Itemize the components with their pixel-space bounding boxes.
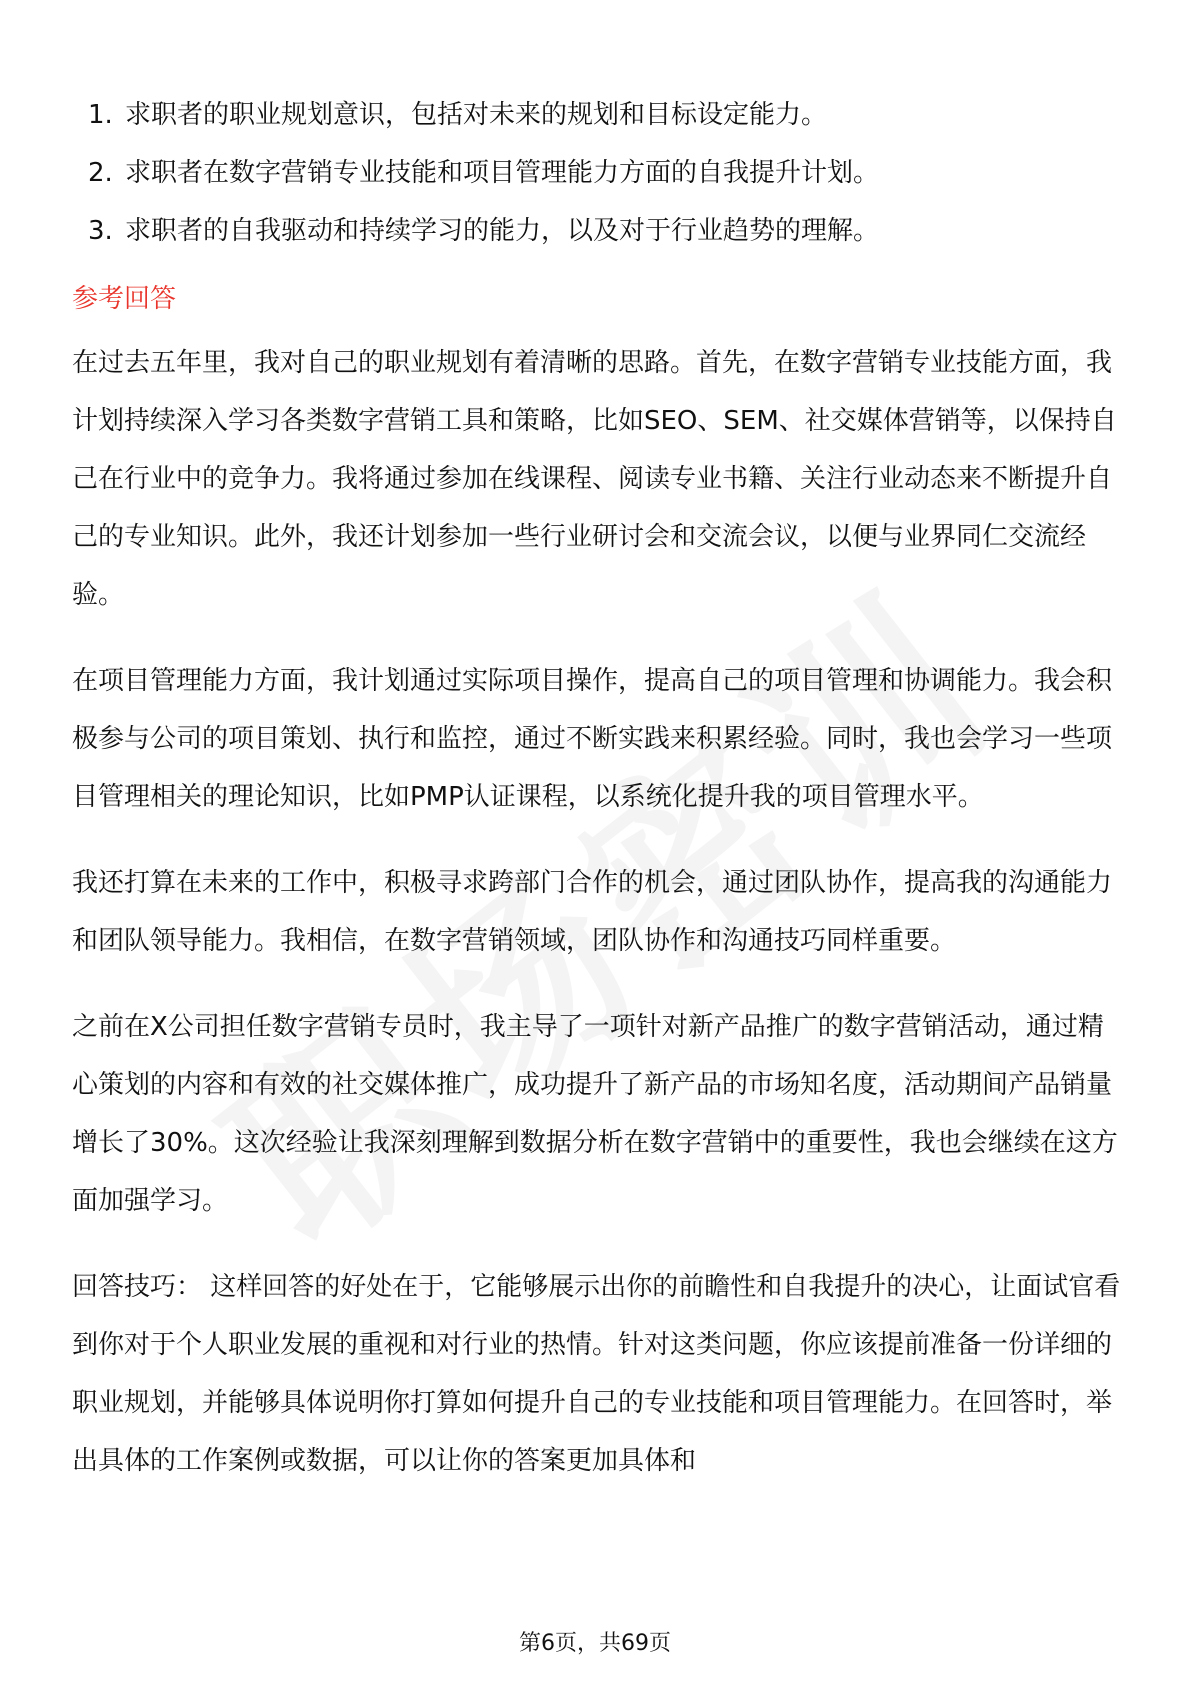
paragraph: 我还打算在未来的工作中，积极寻求跨部门合作的机会，通过团队协作，提高我的沟通能力和团队领导能力。我相信，在数字营销领域，团队协作和沟通技巧同样重要。 xyxy=(72,868,1113,956)
list-item-number: 3. xyxy=(88,216,113,246)
list-item xyxy=(72,86,1124,144)
list-item-text: 求职者在数字营销专业技能和项目管理能力方面的自我提升计划。 xyxy=(125,158,880,188)
page-content xyxy=(72,86,1124,1518)
section-title: 参考回答 xyxy=(72,284,177,314)
paragraph: 回答技巧： 这样回答的好处在于，它能够展示出你的前瞻性和自我提升的决心，让面试官看到你对于个人职业发展的重视和对行业的热情。针对这类问题，你应该提前准备一份详细的职业规划，并能够具体说明你打算如何提升自己的专业技能和项目管理能力。在回答时，举出具体的工作案例或数据，可以让你的答案更加具体和 xyxy=(72,1272,1121,1476)
list-item xyxy=(72,202,1124,260)
paragraph: 在过去五年里，我对自己的职业规划有着清晰的思路。首先，在数字营销专业技能方面，我计划持续深入学习各类数字营销工具和策略，比如SEO、SEM、社交媒体营销等，以保持自己在行业中的竞争力。我将通过参加在线课程、阅读专业书籍、关注行业动态来不断提升自己的专业知识。此外，我还计划参加一些行业研讨会和交流会议，以便与业界同仁交流经验。 xyxy=(72,348,1117,610)
criteria-list xyxy=(72,86,1124,260)
list-item-text: 求职者的职业规划意识，包括对未来的规划和目标设定能力。 xyxy=(125,100,828,130)
page-number: 第6页，共69页 xyxy=(519,1631,671,1656)
list-item-number: 2. xyxy=(88,158,113,188)
list-item-text: 求职者的自我驱动和持续学习的能力，以及对于行业趋势的理解。 xyxy=(125,216,880,246)
list-item xyxy=(72,144,1124,202)
paragraph: 之前在X公司担任数字营销专员时，我主导了一项针对新产品推广的数字营销活动，通过精心策划的内容和有效的社交媒体推广，成功提升了新产品的市场知名度，活动期间产品销量增长了30%。这次经验让我深刻理解到数据分析在数字营销中的重要性，我也会继续在这方面加强学习。 xyxy=(72,1012,1118,1216)
list-item-number: 1. xyxy=(88,100,113,130)
paragraph: 在项目管理能力方面，我计划通过实际项目操作，提高自己的项目管理和协调能力。我会积极参与公司的项目策划、执行和监控，通过不断实践来积累经验。同时，我也会学习一些项目管理相关的理论知识，比如PMP认证课程，以系统化提升我的项目管理水平。 xyxy=(72,666,1113,812)
